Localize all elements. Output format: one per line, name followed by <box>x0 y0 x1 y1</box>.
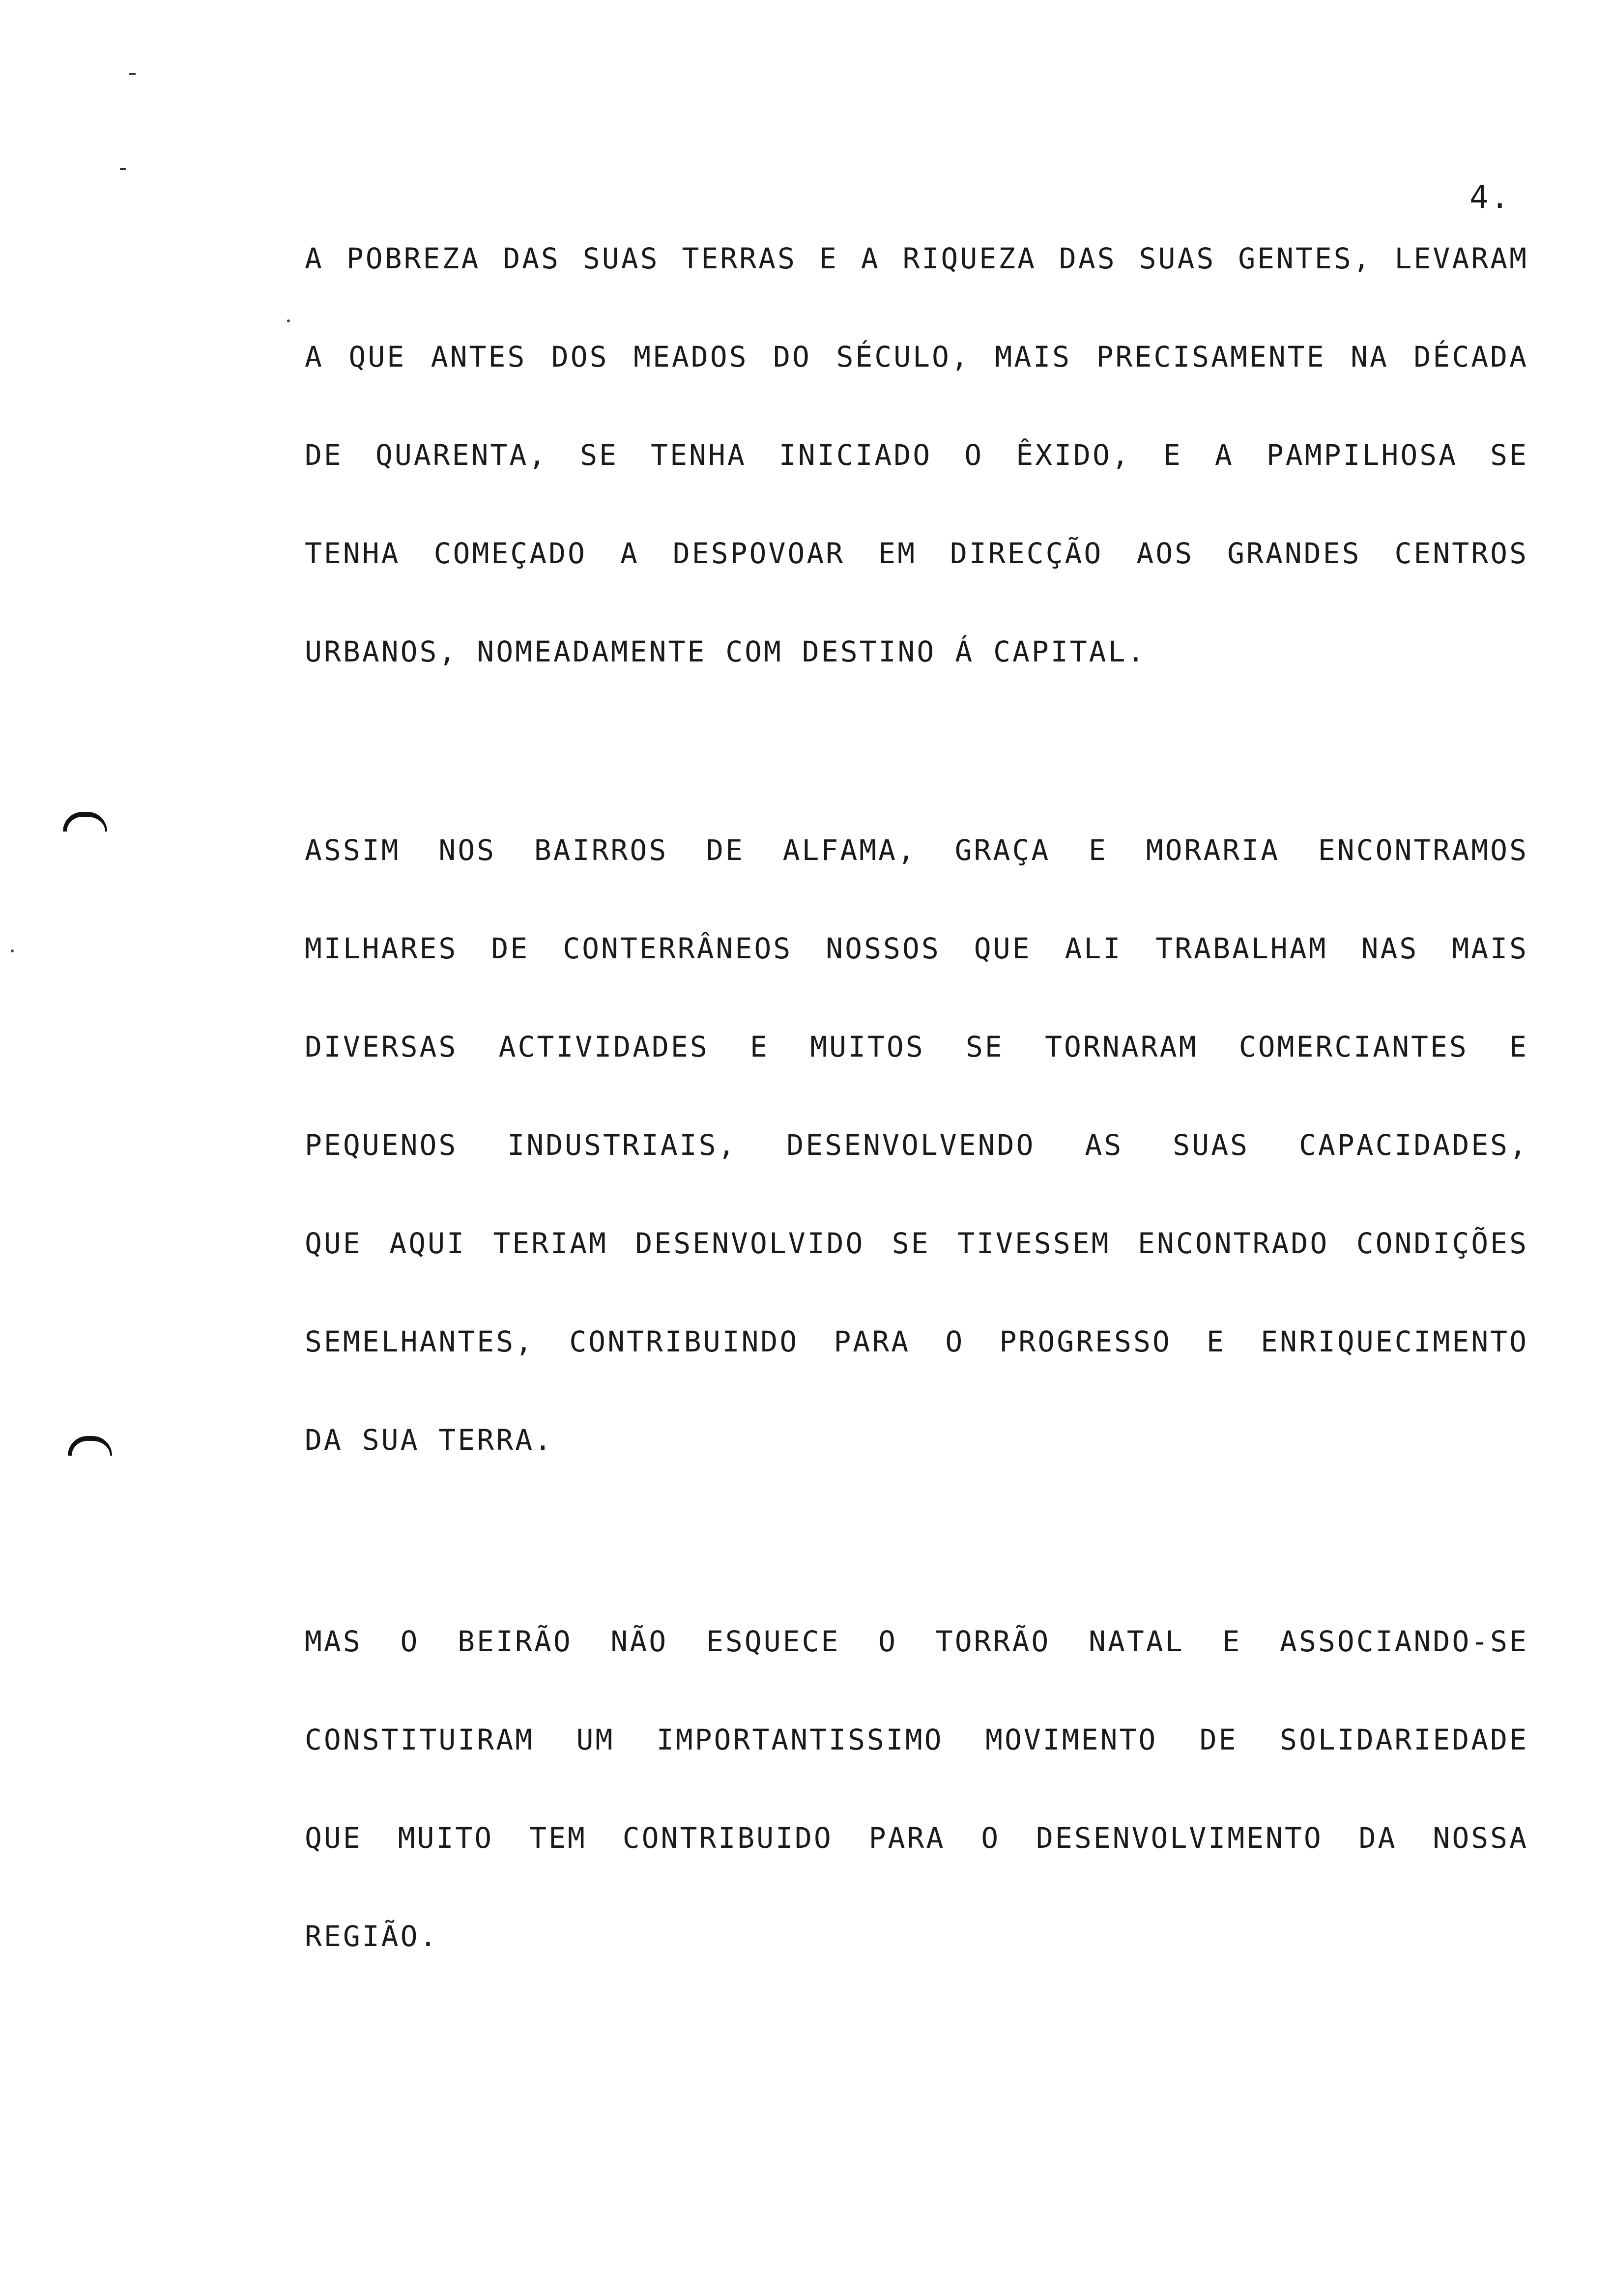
scan-speck <box>11 949 14 952</box>
paragraph-1-line-2: A QUE ANTES DOS MEADOS DO SÉCULO, MAIS PRECISAMENTE NA DÉCADA <box>305 340 1528 373</box>
paragraph-1-line-3: DE QUARENTA, SE TENHA INICIADO O ÊXIDO, E A PAMPILHOSA SE <box>305 438 1528 472</box>
paragraph-2-line-5: QUE AQUI TERIAM DESENVOLVIDO SE TIVESSEM ENCONTRADO CONDIÇÕES <box>305 1227 1528 1260</box>
punch-hole-mark <box>63 812 107 832</box>
paragraph-3-line-4: REGIÃO. <box>305 1920 439 1953</box>
paragraph-1-line-4: TENHA COMEÇADO A DESPOVOAR EM DIRECÇÃO AOS GRANDES CENTROS <box>305 537 1528 570</box>
page-number: 4. <box>1469 179 1512 216</box>
paragraph-1-line-5: URBANOS, NOMEADAMENTE COM DESTINO Á CAPITAL. <box>305 635 1147 668</box>
paragraph-2-line-2: MILHARES DE CONTERRÂNEOS NOSSOS QUE ALI TRABALHAM NAS MAIS <box>305 932 1528 965</box>
punch-hole-mark <box>68 1436 112 1456</box>
paragraph-3-line-3: QUE MUITO TEM CONTRIBUIDO PARA O DESENVOLVIMENTO DA NOSSA <box>305 1821 1528 1855</box>
margin-mark <box>120 168 126 170</box>
paragraph-3-line-2: CONSTITUIRAM UM IMPORTANTISSIMO MOVIMENTO DE SOLIDARIEDADE <box>305 1723 1528 1756</box>
paragraph-2-line-1: ASSIM NOS BAIRROS DE ALFAMA, GRAÇA E MORARIA ENCONTRAMOS <box>305 833 1528 867</box>
paragraph-2-line-3: DIVERSAS ACTIVIDADES E MUITOS SE TORNARAM COMERCIANTES E <box>305 1030 1528 1063</box>
paragraph-1-line-1: A POBREZA DAS SUAS TERRAS E A RIQUEZA DAS SUAS GENTES, LEVARAM <box>305 242 1528 275</box>
paragraph-3-line-1: MAS O BEIRÃO NÃO ESQUECE O TORRÃO NATAL E ASSOCIANDO-SE <box>305 1625 1528 1658</box>
paragraph-2-line-7: DA SUA TERRA. <box>305 1423 553 1457</box>
paragraph-2-line-4: PEQUENOS INDUSTRIAIS, DESENVOLVENDO AS SUAS CAPACIDADES, <box>305 1128 1528 1162</box>
scan-speck <box>287 319 290 322</box>
paragraph-2-line-6: SEMELHANTES, CONTRIBUINDO PARA O PROGRESSO E ENRIQUECIMENTO <box>305 1325 1528 1358</box>
margin-mark <box>129 73 136 75</box>
